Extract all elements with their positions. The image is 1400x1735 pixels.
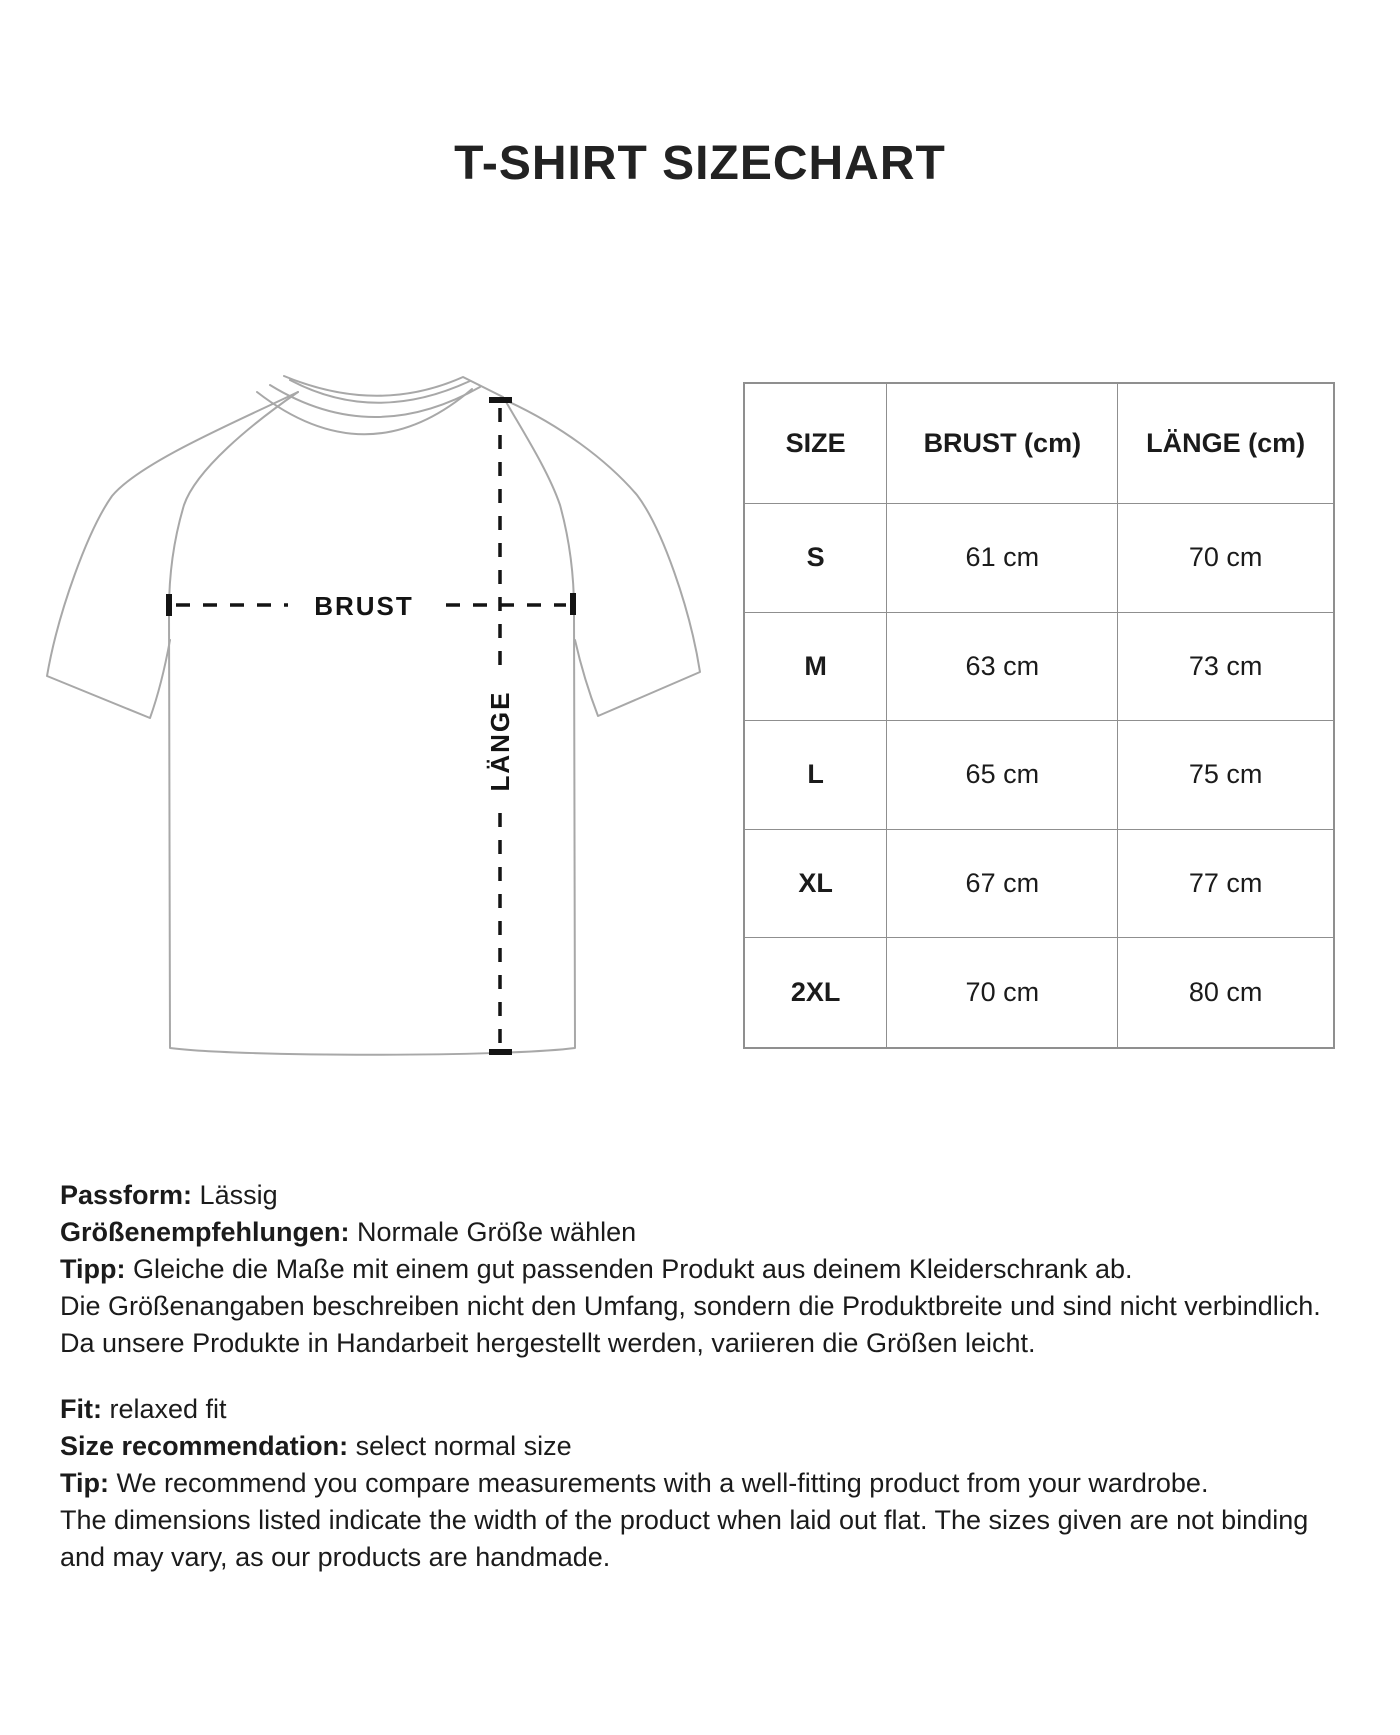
- info-block-german: [60, 1177, 1360, 1362]
- info-line: [60, 1391, 1360, 1428]
- info-line-label: Passform:: [60, 1180, 193, 1210]
- info-line-text: relaxed fit: [101, 1394, 227, 1424]
- info-line-label: Tip:: [60, 1468, 109, 1498]
- table-cell-size: 2XL: [745, 938, 887, 1047]
- info-line-label: Größenempfehlungen:: [60, 1217, 350, 1247]
- info-line: [60, 1465, 1360, 1502]
- info-line-label: Size recommendation:: [60, 1431, 349, 1461]
- info-line-text: Die Größenangaben beschreiben nicht den Umfang, sondern die Produktbreite und sind nicht verbindlich.: [60, 1291, 1321, 1321]
- table-cell-laenge: 73 cm: [1118, 613, 1333, 722]
- table-cell-laenge: 75 cm: [1118, 721, 1333, 830]
- table-header-size: SIZE: [745, 384, 887, 504]
- table-cell-size: XL: [745, 830, 887, 939]
- info-line: [60, 1428, 1360, 1465]
- info-line-label: Tipp:: [60, 1254, 126, 1284]
- tshirt-collar-top: [284, 376, 503, 397]
- tshirt-diagram: [0, 330, 720, 1075]
- info-line-text: and may vary, as our products are handmade.: [60, 1542, 611, 1572]
- table-cell-brust: 61 cm: [887, 504, 1118, 613]
- table-cell-brust: 67 cm: [887, 830, 1118, 939]
- table-cell-size: M: [745, 613, 887, 722]
- info-line: [60, 1214, 1360, 1251]
- table-cell-laenge: 80 cm: [1118, 938, 1333, 1047]
- tshirt-collar-inner: [290, 380, 470, 403]
- table-cell-brust: 65 cm: [887, 721, 1118, 830]
- info-line: [60, 1502, 1360, 1539]
- table-cell-brust: 63 cm: [887, 613, 1118, 722]
- page-title: T-SHIRT SIZECHART: [454, 137, 946, 190]
- info-line: [60, 1177, 1360, 1214]
- table-cell-laenge: 77 cm: [1118, 830, 1333, 939]
- tshirt-right-sleeve: [505, 400, 700, 716]
- info-line-text: select normal size: [348, 1431, 572, 1461]
- table-header-brust: BRUST (cm): [887, 384, 1118, 504]
- info-line-text: Normale Größe wählen: [349, 1217, 637, 1247]
- table-cell-laenge: 70 cm: [1118, 504, 1333, 613]
- table-cell-size: S: [745, 504, 887, 613]
- info-line-label: Fit:: [60, 1394, 102, 1424]
- table-cell-size: L: [745, 721, 887, 830]
- info-line: [60, 1539, 1360, 1576]
- table-cell-brust: 70 cm: [887, 938, 1118, 1047]
- info-line-text: We recommend you compare measurements with a well-fitting product from your wardrobe.: [109, 1468, 1209, 1498]
- size-table: [743, 382, 1335, 1049]
- info-line-text: Gleiche die Maße mit einem gut passenden Produkt aus deinem Kleiderschrank ab.: [125, 1254, 1133, 1284]
- info-line-text: Lässig: [192, 1180, 278, 1210]
- info-line: [60, 1325, 1360, 1362]
- table-header-laenge: LÄNGE (cm): [1118, 384, 1333, 504]
- info-line: [60, 1251, 1360, 1288]
- info-line-text: The dimensions listed indicate the width of the product when laid out flat. The sizes given are not binding: [60, 1505, 1309, 1535]
- chest-label: BRUST: [314, 591, 414, 621]
- info-line: [60, 1288, 1360, 1325]
- length-label: LÄNGE: [485, 690, 515, 792]
- info-line-text: Da unsere Produkte in Handarbeit hergestellt werden, variieren die Größen leicht.: [60, 1328, 1036, 1358]
- info-block-english: [60, 1391, 1360, 1576]
